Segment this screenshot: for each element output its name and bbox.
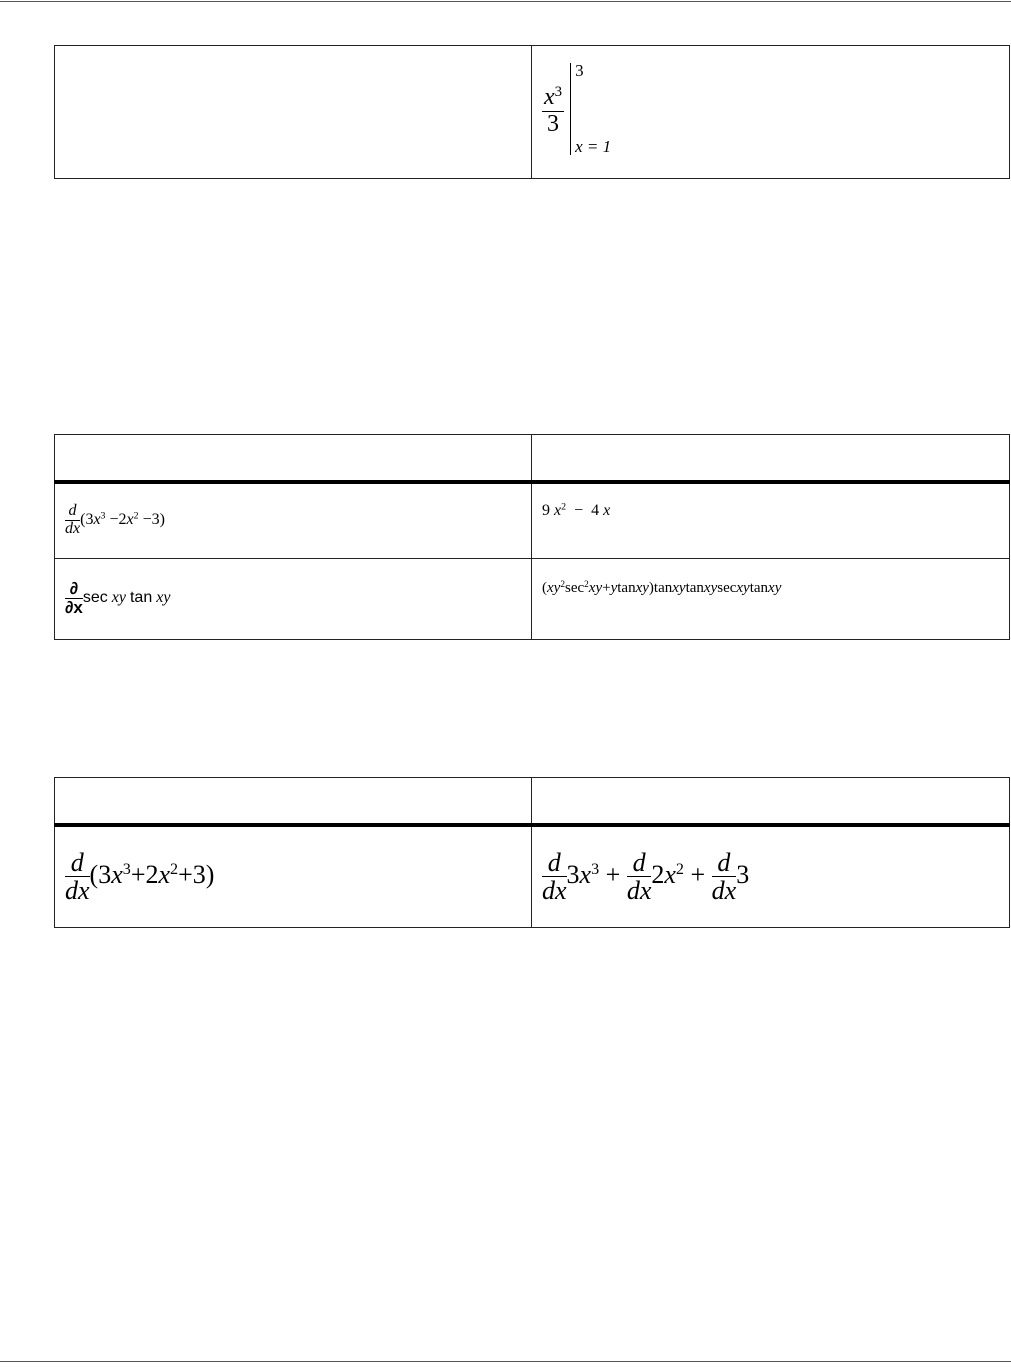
derivative-operator: $\frac{d}{dx}$ [65,847,90,906]
top-rule [0,1,1011,2]
derivative-expression: $\frac{d}{dx}$ $(3x^3+2x^2+3)$ [65,847,215,906]
eval-table-input-cell [55,46,532,179]
plus-sign: + [605,859,621,889]
table-header-row [55,778,1010,826]
output-cell [532,558,1010,639]
derivative-operator: $\frac{d}{dx}$ [65,502,81,538]
output-cell [532,482,1010,558]
input-cell [55,482,532,558]
evaluation-bar [570,63,571,155]
fraction: $\frac{x^3}{3}$ [544,84,563,137]
table-row [55,558,1010,639]
header-cell [532,435,1010,483]
lower-limit: x = 1 [575,137,612,156]
upper-limit: 3 [575,61,584,80]
eval-table [54,45,1010,179]
derivative-table [54,434,1010,640]
partial-derivative-operator: $\frac{\partial}{\partial x}$ [65,579,83,617]
input-cell [55,558,532,639]
linearity-table [54,777,1010,928]
evaluation-limits [575,59,611,163]
header-cell [55,435,532,483]
partial-derivative-result: $(xy^2\sec^2xy+ytanxy)tanxytanxysecxytanxy$ [542,579,782,596]
derivative-result: 9 $x^2 - 4$ x [542,501,611,519]
output-cell [532,825,1010,927]
input-cell [55,825,532,927]
bottom-rule [0,1361,1011,1362]
table-row [55,825,1010,927]
derivative-expression: $\frac{d}{dx}$ $(3x^3 -2x^2 -3)$ [65,502,165,538]
evaluation-expression [542,59,611,163]
header-cell [532,778,1010,826]
derivative-operator: $\frac{d}{dx}$ [542,847,567,906]
plus-sign: + [690,859,706,889]
partial-derivative-expression: $\frac{\partial}{\partial x}$ sec xy tan xy [65,579,171,617]
linearity-result: $\frac{d}{dx}$ $3x^3$ + $\frac{d}{dx}$ $2x^2$ + $\frac{d}{dx}$ 3 [542,847,750,906]
eval-table-output-cell [532,46,1010,179]
derivative-operator: $\frac{d}{dx}$ [626,847,652,906]
derivative-operator: $\frac{d}{dx}$ [711,847,737,906]
table-row [55,482,1010,558]
header-cell [55,778,532,826]
table-header-row [55,435,1010,483]
